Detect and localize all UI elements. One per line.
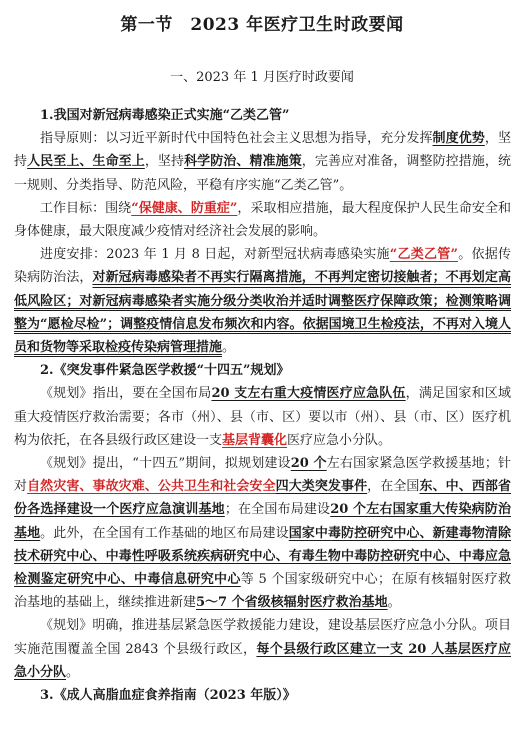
item-1-heading: 1.我国对新冠病毒感染正式实施“乙类乙管” bbox=[40, 108, 290, 123]
text: 左右国家紧急医学救援基地；针对 bbox=[14, 456, 511, 495]
item-1-schedule bbox=[14, 243, 511, 359]
emphasis: 20 支左右重大疫情医疗应急队伍 bbox=[211, 386, 406, 402]
item-1-work-goal bbox=[14, 197, 511, 243]
emphasis: 四大类突发事件 bbox=[275, 479, 368, 495]
text: 。 bbox=[387, 595, 401, 611]
item-2-para-1 bbox=[14, 382, 511, 452]
text: ；在全国布局建设 bbox=[224, 502, 331, 518]
text: ，坚持 bbox=[14, 131, 511, 170]
text: 。此外，在全国有工作基础的地区布局建设 bbox=[40, 525, 289, 541]
text: ，完善应对准备，调整防控措施，统一规则、分类指导、防范风险，平稳有序实施“乙类乙管”。 bbox=[14, 154, 511, 193]
text: 等 5 个国家级研究中心；在原有核辐射医疗救治基地的基础上，继续推进新建 bbox=[14, 572, 511, 611]
text: 。 bbox=[222, 340, 236, 356]
emphasis: 制度优势 bbox=[432, 131, 485, 147]
item-2-heading: 2.《突发事件紧急医学救援“十四五”规划》 bbox=[40, 363, 290, 379]
emphasis: 5～7 个省级核辐射医疗救治基地 bbox=[196, 595, 388, 611]
text: ，采取相应措施，最大程度保护人民生命安全和身体健康，最大限度减少疫情对经济社会发展的影响。 bbox=[14, 200, 511, 240]
item-1-guiding-principle bbox=[14, 127, 511, 197]
emphasis-red: “保健康、防重症” bbox=[131, 200, 238, 216]
item-3-heading: 3.《成人高脂血症食养指南（2023 年版）》 bbox=[40, 688, 296, 704]
text: ，坚持 bbox=[144, 154, 185, 170]
text: 指导原则：以习近平新时代中国特色社会主义思想为指导，充分发挥 bbox=[40, 131, 433, 147]
emphasis: 东、中、西部省份各选择建设一个医疗应急演训基地 bbox=[14, 479, 511, 518]
item-2-para-3 bbox=[14, 614, 511, 684]
emphasis-red: 基层背囊化 bbox=[222, 432, 288, 448]
emphasis-red: “乙类乙管” bbox=[389, 247, 458, 263]
emphasis: 每个县级行政区建立一支 20 人基层医疗应急小分队 bbox=[14, 641, 511, 680]
page-title: 第一节 2023 年医疗卫生时政要闻 bbox=[120, 15, 404, 35]
item-2-para-2 bbox=[14, 452, 511, 614]
emphasis-red: 自然灾害、事故灾难、公共卫生和社会安全 bbox=[27, 479, 276, 495]
emphasis: 人民至上、生命至上 bbox=[27, 154, 145, 170]
text: 工作目标：围绕 bbox=[40, 200, 132, 216]
document-body bbox=[14, 104, 511, 707]
emphasis: 20 个左右国家重大传染病防治基地 bbox=[14, 502, 511, 541]
section-heading: 一、2023 年 1 月医疗时政要闻 bbox=[170, 70, 354, 85]
text: 《规划》指出，要在全国布局 bbox=[40, 386, 212, 402]
emphasis: 20 个 bbox=[290, 456, 327, 472]
text: 《规划》明确，推进基层紧急医学救援能力建设，建设基层医疗应急小分队。项目实施范围覆盖全国 2843 个县级行政区， bbox=[14, 618, 511, 657]
emphasis: 对新冠病毒感染者不再实行隔离措施，不再判定密切接触者；不再划定高低风险区；对新冠病毒感染者实施分级分类收治并适时调整医疗保障政策；检测策略调整为“愿检尽检”；调整疫情信息发布频次和内容。依据国境卫生检疫法，不再对入境人员和货物等采取检疫传染病管理措施 bbox=[14, 270, 511, 356]
text: ，在全国 bbox=[367, 479, 420, 495]
emphasis: 国家中毒防控研究中心、新建毒物清除技术研究中心、中毒性呼吸系统疾病研究中心、有毒生物中毒防控研究中心、中毒应急检测鉴定研究中心、中毒信息研究中心 bbox=[14, 525, 511, 588]
emphasis: 科学防治、精准施策 bbox=[184, 154, 302, 170]
text: 。依据传染病防治法， bbox=[14, 247, 511, 286]
text: 医疗应急小分队。 bbox=[287, 432, 392, 448]
text: 。 bbox=[66, 664, 80, 680]
text: 《规划》提出，“十四五”期间，拟规划建设 bbox=[40, 456, 291, 472]
text: 进度安排：2023 年 1 月 8 日起，对新型冠状病毒感染实施 bbox=[40, 247, 390, 263]
text: ，满足国家和区域重大疫情医疗救治需要；各市（州）、县（市、区）要以市（州）、县（市、区）医疗机构为依托，在各县级行政区建设一支 bbox=[14, 386, 511, 448]
